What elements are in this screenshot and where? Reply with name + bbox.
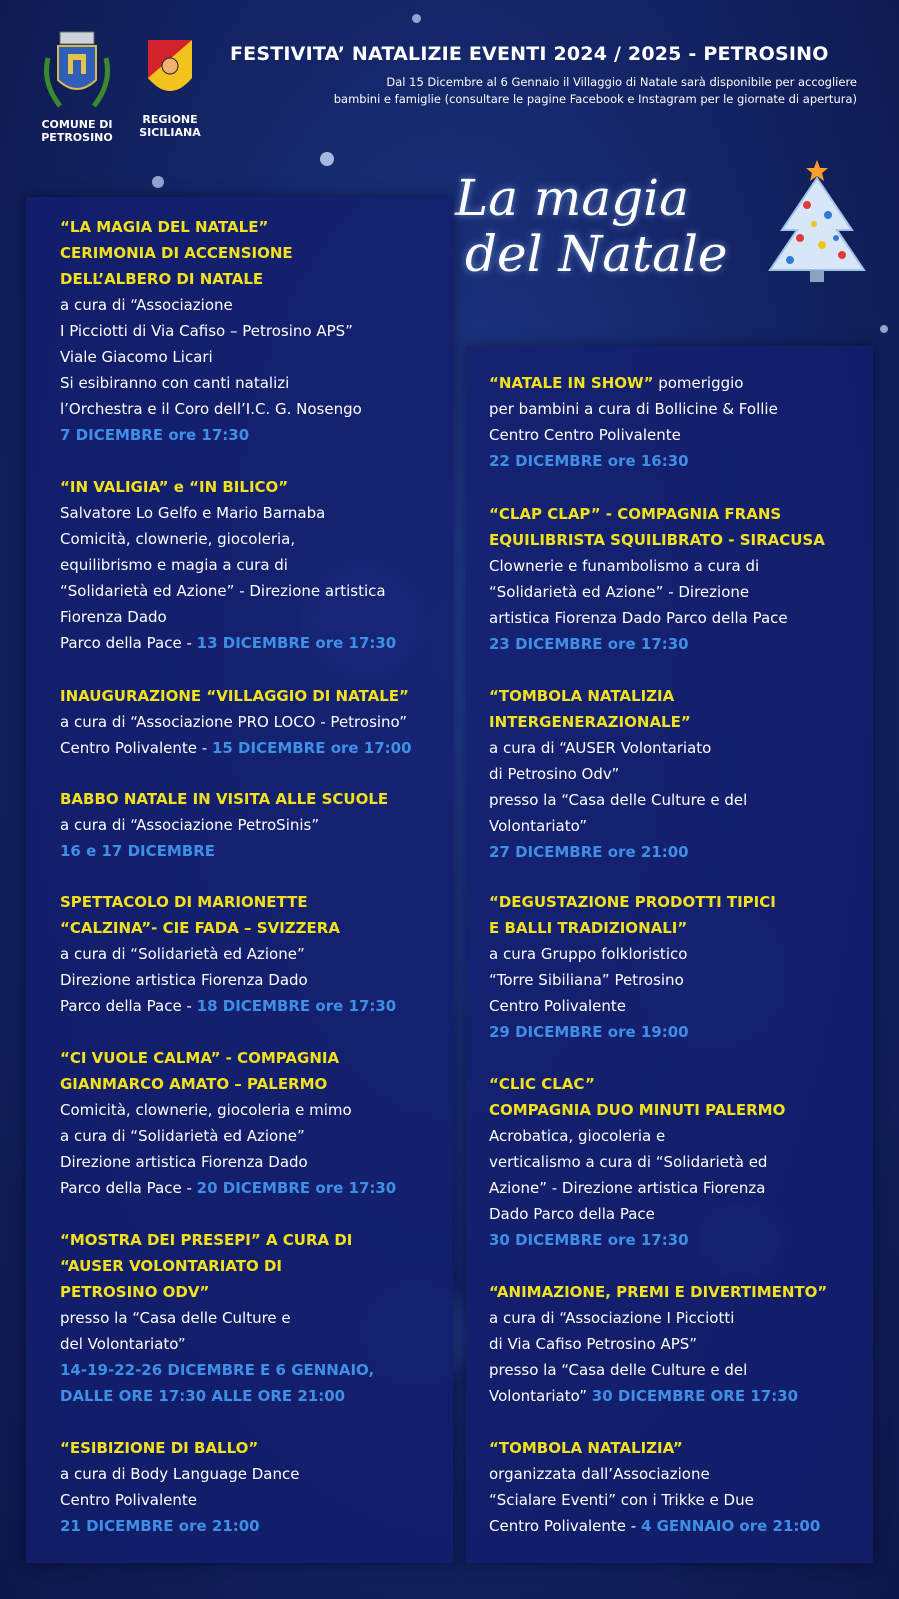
page-subtitle: [297, 74, 857, 108]
event-title: “CLAP CLAP” - COMPAGNIA FRANS EQUILIBRISTA SQUILIBRATO - SIRACUSA: [489, 505, 825, 549]
subtitle-line-1: Dal 15 Dicembre al 6 Gennaio il Villaggio di Natale sarà disponibile per accogliere: [386, 75, 857, 89]
event-date: 22 DICEMBRE ore 16:30: [489, 452, 689, 470]
event-degustazione: [489, 889, 869, 1045]
event-date: 14-19-22-26 DICEMBRE E 6 GENNAIO, DALLE ORE 17:30 ALLE ORE 21:00: [60, 1361, 375, 1405]
event-details: organizzata dall’Associazione “Scialare Eventi” con i Trikke e Due: [489, 1465, 754, 1509]
event-location: Centro Polivalente -: [489, 1517, 641, 1535]
event-esibizione-ballo: [60, 1435, 450, 1539]
event-details: Acrobatica, giocoleria e verticalismo a cura di “Solidarietà ed Azione” - Direzione artistica Fiorenza Dado Parco della Pace: [489, 1127, 768, 1223]
event-details: a cura di Body Language Dance Centro Polivalente: [60, 1465, 300, 1509]
event-title: “TOMBOLA NATALIZIA INTERGENERAZIONALE”: [489, 687, 691, 731]
event-details: a cura di “Solidarietà ed Azione” Direzione artistica Fiorenza Dado: [60, 945, 308, 989]
event-location: Parco della Pace -: [60, 997, 197, 1015]
event-date: 4 GENNAIO ore 21:00: [640, 1517, 821, 1535]
event-title: “CLIC CLAC” COMPAGNIA DUO MINUTI PALERMO: [489, 1075, 786, 1119]
comune-logo-label: COMUNE DI PETROSINO: [41, 118, 113, 144]
event-marionette: [60, 889, 450, 1019]
event-date: 27 DICEMBRE ore 21:00: [489, 843, 689, 861]
banner-title: [455, 170, 755, 282]
event-title-suffix: pomeriggio: [653, 374, 744, 392]
event-title: “CI VUOLE CALMA” - COMPAGNIA GIANMARCO AMATO – PALERMO: [60, 1049, 340, 1093]
event-title: “NATALE IN SHOW”: [489, 374, 654, 392]
event-details: a cura di “Associazione PetroSinis”: [60, 816, 320, 834]
christmas-tree-icon: [762, 160, 872, 290]
event-details: Comicità, clownerie, giocoleria e mimo a cura di “Solidarietà ed Azione” Direzione artistica Fiorenza Dado: [60, 1101, 352, 1171]
event-title: “ESIBIZIONE DI BALLO”: [60, 1439, 259, 1457]
event-title: “IN VALIGIA” e “IN BILICO”: [60, 478, 289, 496]
event-in-valigia: [60, 474, 450, 656]
subtitle-line-2: bambini e famiglie (consultare le pagine Facebook e Instagram per le giornate di apertura): [333, 92, 857, 106]
event-natale-in-show: [489, 370, 869, 474]
event-details: presso la “Casa delle Culture e del Volontariato”: [60, 1309, 291, 1353]
event-mostra-presepi: [60, 1227, 450, 1409]
event-details: a cura di “Associazione PRO LOCO - Petrosino”: [60, 713, 407, 731]
event-magia-del-natale: [60, 214, 450, 448]
event-details: Clownerie e funambolismo a cura di “Solidarietà ed Azione” - Direzione artistica Fiorenza Dado Parco della Pace: [489, 557, 788, 627]
event-details: a cura di “Associazione I Picciotti di Via Cafiso – Petrosino APS” Viale Giacomo Licari Si esibiranno con canti natalizi l’Orchestra e il Coro dell’I.C. G. Nosengo: [60, 296, 362, 418]
event-date: 13 DICEMBRE ore 17:30: [196, 634, 397, 652]
event-details: per bambini a cura di Bollicine & Follie Centro Centro Polivalente: [489, 400, 778, 444]
event-clic-clac: [489, 1071, 869, 1253]
event-title: “LA MAGIA DEL NATALE” CERIMONIA DI ACCENSIONE DELL’ALBERO DI NATALE: [60, 218, 293, 288]
event-date: 29 DICEMBRE ore 19:00: [489, 1023, 689, 1041]
event-date: 16 e 17 DICEMBRE: [60, 842, 216, 860]
event-details: a cura di “Associazione I Picciotti di Via Cafiso Petrosino APS” presso la “Casa delle Culture e del: [489, 1309, 748, 1379]
event-babbo-natale: [60, 786, 450, 864]
event-details: a cura Gruppo folkloristico “Torre Sibiliana” Petrosino Centro Polivalente: [489, 945, 688, 1015]
page-title: FESTIVITA’ NATALIZIE EVENTI 2024 / 2025 - PETROSINO: [230, 43, 829, 65]
header: [0, 0, 899, 160]
event-details: Salvatore Lo Gelfo e Mario Barnaba Comicità, clownerie, giocoleria, equilibrismo e magia a cura di “Solidarietà ed Azione” - Direzione artistica Fiorenza Dado: [60, 504, 386, 626]
event-title: “ANIMAZIONE, PREMI E DIVERTIMENTO”: [489, 1283, 828, 1301]
event-date: 21 DICEMBRE ore 21:00: [60, 1517, 260, 1535]
regione-siciliana-logo: [146, 38, 194, 104]
event-tombola-natalizia: [489, 1435, 869, 1539]
event-date: 23 DICEMBRE ore 17:30: [489, 635, 689, 653]
event-date: 30 DICEMBRE ORE 17:30: [591, 1387, 799, 1405]
banner-line-1: La magia: [455, 169, 689, 227]
event-date: 30 DICEMBRE ore 17:30: [489, 1231, 689, 1249]
event-date: 7 DICEMBRE ore 17:30: [60, 426, 250, 444]
event-location: Parco della Pace -: [60, 1179, 197, 1197]
event-location: Parco della Pace -: [60, 634, 197, 652]
event-tombola-intergenerazionale: [489, 683, 869, 865]
event-date: 18 DICEMBRE ore 17:30: [196, 997, 397, 1015]
event-location: Volontariato”: [489, 1387, 592, 1405]
banner-line-2: del Natale: [465, 225, 728, 283]
event-title: SPETTACOLO DI MARIONETTE “CALZINA”- CIE FADA – SVIZZERA: [60, 893, 340, 937]
event-title: “MOSTRA DEI PRESEPI” A CURA DI “AUSER VOLONTARIATO DI PETROSINO ODV”: [60, 1231, 353, 1301]
event-title: “DEGUSTAZIONE PRODOTTI TIPICI E BALLI TRADIZIONALI”: [489, 893, 776, 937]
event-animazione-premi: [489, 1279, 869, 1409]
event-title: BABBO NATALE IN VISITA ALLE SCUOLE: [60, 790, 389, 808]
event-title: “TOMBOLA NATALIZIA”: [489, 1439, 683, 1457]
event-clap-clap: [489, 501, 869, 657]
comune-petrosino-logo: [40, 28, 114, 114]
event-date: 20 DICEMBRE ore 17:30: [196, 1179, 397, 1197]
regione-logo-label: REGIONE SICILIANA: [139, 113, 201, 139]
event-location: Centro Polivalente -: [60, 739, 212, 757]
event-details: a cura di “AUSER Volontariato di Petrosino Odv” presso la “Casa delle Culture e del Volontariato”: [489, 739, 748, 835]
event-date: 15 DICEMBRE ore 17:00: [211, 739, 412, 757]
event-title: INAUGURAZIONE “VILLAGGIO DI NATALE”: [60, 687, 409, 705]
event-ci-vuole-calma: [60, 1045, 450, 1201]
event-inaugurazione-villaggio: [60, 683, 450, 761]
